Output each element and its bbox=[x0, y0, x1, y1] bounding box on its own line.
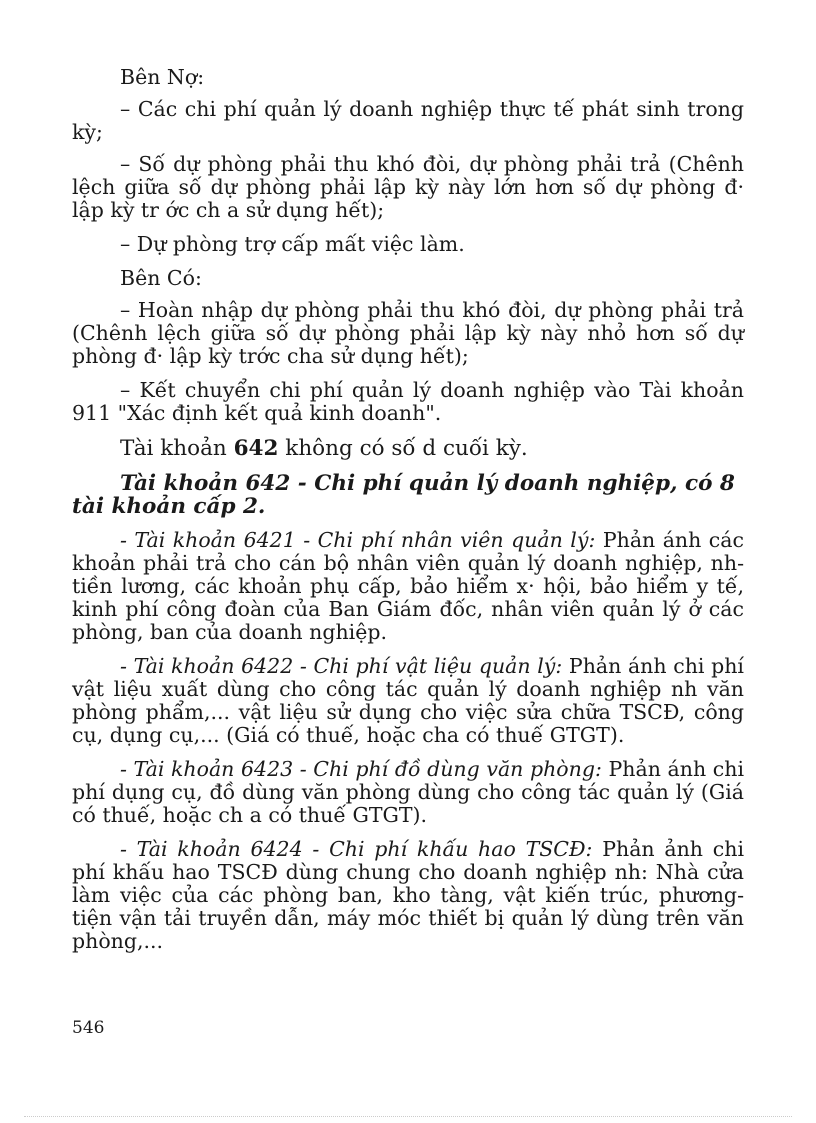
sub-account-title: - Tài khoản 6421 - Chi phí nhân viên quản lý: bbox=[120, 528, 596, 552]
debit-item-3: – Dự phòng trợ cấp mất việc làm. bbox=[120, 232, 465, 256]
sub-account-6424 bbox=[72, 838, 744, 953]
credit-heading: Bên Có: bbox=[120, 266, 202, 290]
credit-item-2: – Kết chuyển chi phí quản lý doanh nghiệp vào Tài khoản 911 "Xác định kết quả kinh doanh". bbox=[72, 378, 744, 425]
balance-note-account: 642 bbox=[233, 436, 279, 461]
page-bottom-divider bbox=[24, 1116, 792, 1117]
sub-account-text: Phản ánh chi phí dụng cụ, đồ dùng văn phòng dùng cho công tác quản lý (Giá có thuế, hoặc ch a có thuế GTGT). bbox=[72, 757, 744, 827]
page-body bbox=[72, 66, 744, 953]
sub-account-text: Phản ánh các khoản phải trả cho cán bộ nhân viên quản lý doanh nghiệp, nh tiền lương, các khoản phụ cấp, bảo hiểm x· hội, bảo hiểm y tế, kinh phí công đoàn của Ban Giám đốc, nhân viên quản lý ở các phòng, ban của doanh nghiệp. bbox=[72, 528, 744, 644]
balance-note-before: Tài khoản bbox=[120, 436, 234, 461]
sub-account-text: Phản ảnh chi phí khấu hao TSCĐ dùng chung cho doanh nghiệp nh: Nhà cửa làm việc của các phòng ban, kho tàng, vật kiến trúc, phương tiện vận tải truyền dẫn, máy móc thiết bị quản lý dùng trên văn phòng,... bbox=[72, 837, 744, 953]
sub-account-6423 bbox=[72, 758, 744, 827]
balance-note bbox=[72, 436, 744, 461]
sub-account-6422 bbox=[72, 655, 744, 747]
debit-item-1: – Các chi phí quản lý doanh nghiệp thực tế phát sinh trong kỳ; bbox=[72, 97, 744, 144]
sub-account-text: Phản ánh chi phí vật liệu xuất dùng cho công tác quản lý doanh nghiệp nh văn phòng phẩm,... vật liệu sử dụng cho việc sửa chữa TSCĐ, công cụ, dụng cụ,... (Giá có thuế, hoặc cha có thuế GTGT). bbox=[72, 654, 744, 747]
sub-account-title: - Tài khoản 6422 - Chi phí vật liệu quản lý: bbox=[120, 654, 563, 678]
balance-note-after: không có số d cuối kỳ. bbox=[278, 436, 528, 461]
debit-heading: Bên Nợ: bbox=[120, 65, 205, 89]
sub-account-title: - Tài khoản 6424 - Chi phí khấu hao TSCĐ: bbox=[120, 837, 593, 861]
credit-item-1: – Hoàn nhập dự phòng phải thu khó đòi, dự phòng phải trả (Chênh lệch giữa số dự phòng phải lập kỳ này nhỏ hơn số dự phòng đ· lập kỳ trớc cha sử dụng hết); bbox=[72, 298, 744, 368]
page-number: 546 bbox=[72, 1018, 105, 1038]
section-title: Tài khoản 642 - Chi phí quản lý doanh nghiệp, có 8 tài khoản cấp 2. bbox=[72, 471, 735, 519]
sub-account-6421 bbox=[72, 529, 744, 644]
debit-item-2: – Số dự phòng phải thu khó đòi, dự phòng phải trả (Chênh lệch giữa số dự phòng phải lập kỳ này lớn hơn số dự phòng đ· lập kỳ tr ớc ch a sử dụng hết); bbox=[72, 152, 744, 222]
sub-account-title: - Tài khoản 6423 - Chi phí đồ dùng văn phòng: bbox=[120, 757, 602, 781]
